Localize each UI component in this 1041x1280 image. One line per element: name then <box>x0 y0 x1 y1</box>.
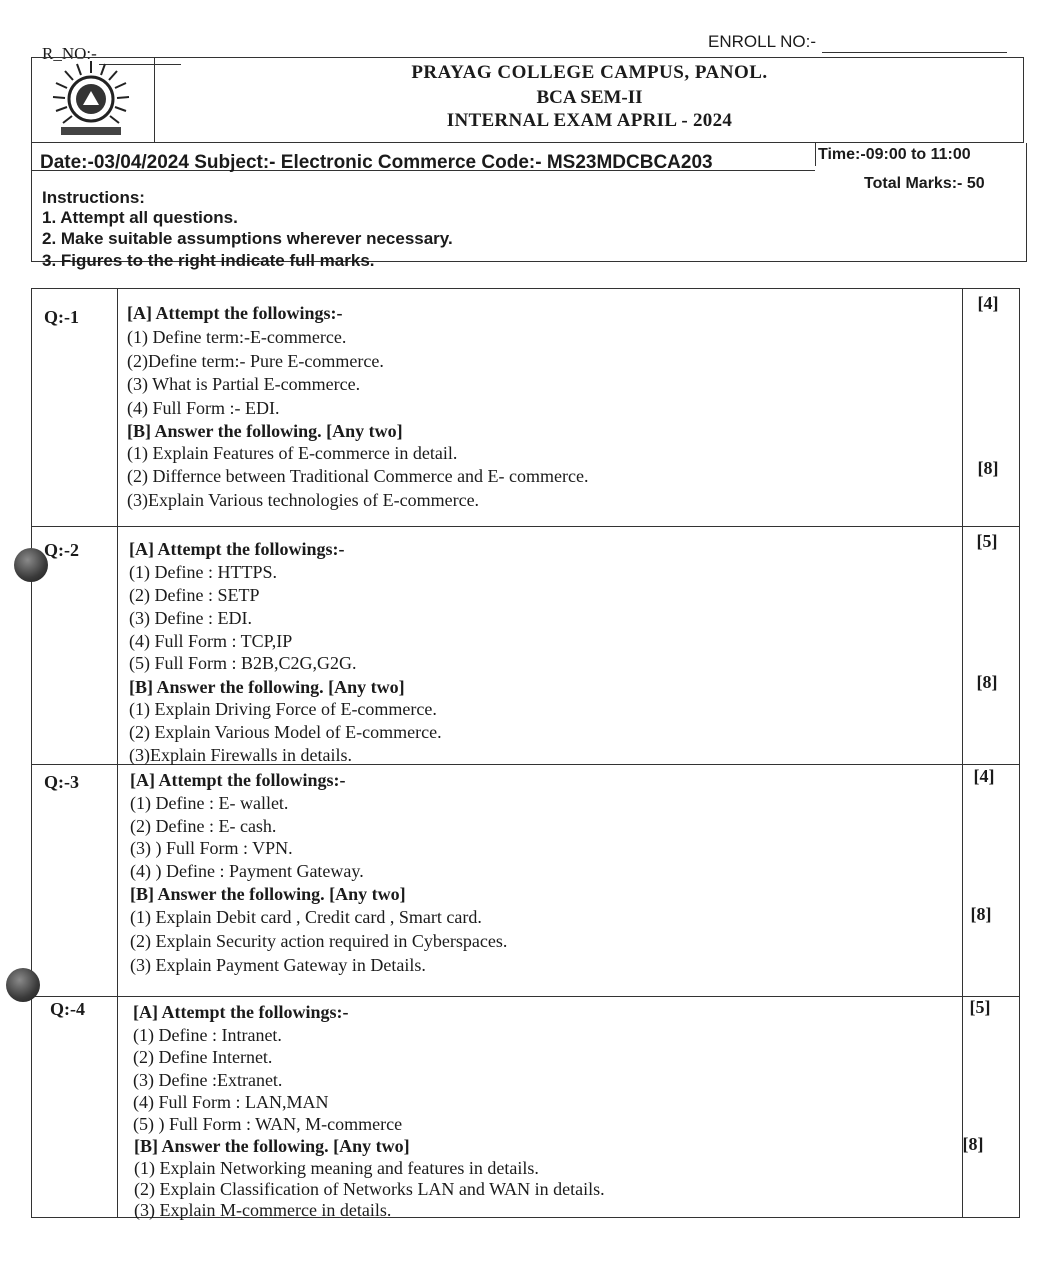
list-item: (4) Full Form :- EDI. <box>127 398 280 418</box>
column-divider-right <box>962 288 963 1218</box>
enroll-no-blank <box>822 32 1007 53</box>
list-item: (1) Explain Driving Force of E-commerce. <box>129 699 437 719</box>
column-divider-left <box>117 288 118 1218</box>
list-item: (2) Define : E- cash. <box>130 816 277 836</box>
marks-b: [8] <box>976 672 998 692</box>
list-item: (3) Explain Payment Gateway in Details. <box>130 955 426 975</box>
list-item: (5) ) Full Form : WAN, M-commerce <box>133 1114 403 1134</box>
list-item: (1) Explain Networking meaning and features in details. <box>134 1158 539 1178</box>
section-a-heading: [A] Attempt the followings:- <box>129 539 345 559</box>
section-a-heading: [A] Attempt the followings:- <box>130 770 346 790</box>
semester-title: BCA SEM-II <box>536 87 643 108</box>
punch-hole <box>14 548 48 582</box>
instruction-item: 2. Make suitable assumptions wherever necessary. <box>42 229 453 248</box>
instructions-heading: Instructions: <box>42 188 145 207</box>
section-b-heading: [B] Answer the following. [Any two] <box>130 884 406 904</box>
list-item: (3) Explain M-commerce in details. <box>134 1200 392 1220</box>
enroll-no-field <box>708 32 1007 53</box>
list-item: (2) Define Internet. <box>133 1047 273 1067</box>
section-a-heading: [A] Attempt the followings:- <box>133 1002 349 1022</box>
list-item: (3) Define :Extranet. <box>133 1070 283 1090</box>
exam-time: Time:-09:00 to 11:00 <box>818 146 971 163</box>
list-item: (4) Full Form : LAN,MAN <box>133 1092 329 1112</box>
list-item: (2) Define : SETP <box>129 585 260 605</box>
marks-b: [8] <box>970 904 992 924</box>
list-item: (2) Explain Security action required in Cyberspaces. <box>130 931 508 951</box>
list-item: (1) Define : Intranet. <box>133 1025 282 1045</box>
exam-title: INTERNAL EXAM APRIL - 2024 <box>446 110 733 131</box>
total-marks: Total Marks:- 50 <box>864 175 985 192</box>
marks-b: [8] <box>977 458 999 478</box>
marks-b: [8] <box>962 1134 984 1154</box>
list-item: (4) ) Define : Payment Gateway. <box>130 861 364 881</box>
list-item: (4) Full Form : TCP,IP <box>129 631 293 651</box>
r-no-label: R_NO:- <box>42 44 97 63</box>
list-item: (1) Define term:-E-commerce. <box>127 327 347 347</box>
list-item: (3) What is Partial E-commerce. <box>127 374 361 394</box>
list-item: (2) Explain Various Model of E-commerce. <box>129 722 442 742</box>
list-item: (1) Explain Features of E-commerce in detail. <box>127 443 458 463</box>
time-divider <box>815 143 816 166</box>
list-item: (1) Define : HTTPS. <box>129 562 277 582</box>
list-item: (3)Explain Firewalls in details. <box>129 745 352 765</box>
instruction-item: 3. Figures to the right indicate full marks. <box>42 251 375 270</box>
punch-hole <box>6 968 40 1002</box>
marks-a: [4] <box>973 766 995 786</box>
question-number: Q:-4 <box>50 999 85 1019</box>
list-item: (1) Explain Debit card , Credit card , Smart card. <box>130 907 482 927</box>
marks-a: [4] <box>977 293 999 313</box>
list-item: (3)Explain Various technologies of E-commerce. <box>127 490 480 510</box>
date-subject-code: Date:-03/04/2024 Subject:- Electronic Commerce Code:- MS23MDCBCA203 <box>40 152 713 173</box>
section-b-heading: [B] Answer the following. [Any two] <box>134 1136 410 1156</box>
enroll-no-label: ENROLL NO:- <box>708 32 817 51</box>
row-divider <box>31 996 1020 997</box>
question-number: Q:-2 <box>44 540 79 560</box>
marks-a: [5] <box>969 997 991 1017</box>
list-item: (5) Full Form : B2B,C2G,G2G. <box>129 653 357 673</box>
list-item: (3) Define : EDI. <box>129 608 252 628</box>
section-b-heading: [B] Answer the following. [Any two] <box>129 677 405 697</box>
question-number: Q:-1 <box>44 307 79 327</box>
section-a-heading: [A] Attempt the followings:- <box>127 303 343 323</box>
logo-cell <box>31 57 155 143</box>
marks-a: [5] <box>976 531 998 551</box>
list-item: (2) Differnce between Traditional Commerce and E- commerce. <box>127 466 589 486</box>
list-item: (2) Explain Classification of Networks LAN and WAN in details. <box>134 1179 605 1199</box>
college-logo-icon <box>31 57 153 141</box>
row-divider <box>31 526 1020 527</box>
list-item: (1) Define : E- wallet. <box>130 793 289 813</box>
list-item: (3) ) Full Form : VPN. <box>130 838 293 858</box>
question-number: Q:-3 <box>44 772 79 792</box>
college-name: PRAYAG COLLEGE CAMPUS, PANOL. <box>411 62 768 83</box>
instruction-item: 1. Attempt all questions. <box>42 208 238 227</box>
list-item: (2)Define term:- Pure E-commerce. <box>127 351 384 371</box>
section-b-heading: [B] Answer the following. [Any two] <box>127 421 403 441</box>
